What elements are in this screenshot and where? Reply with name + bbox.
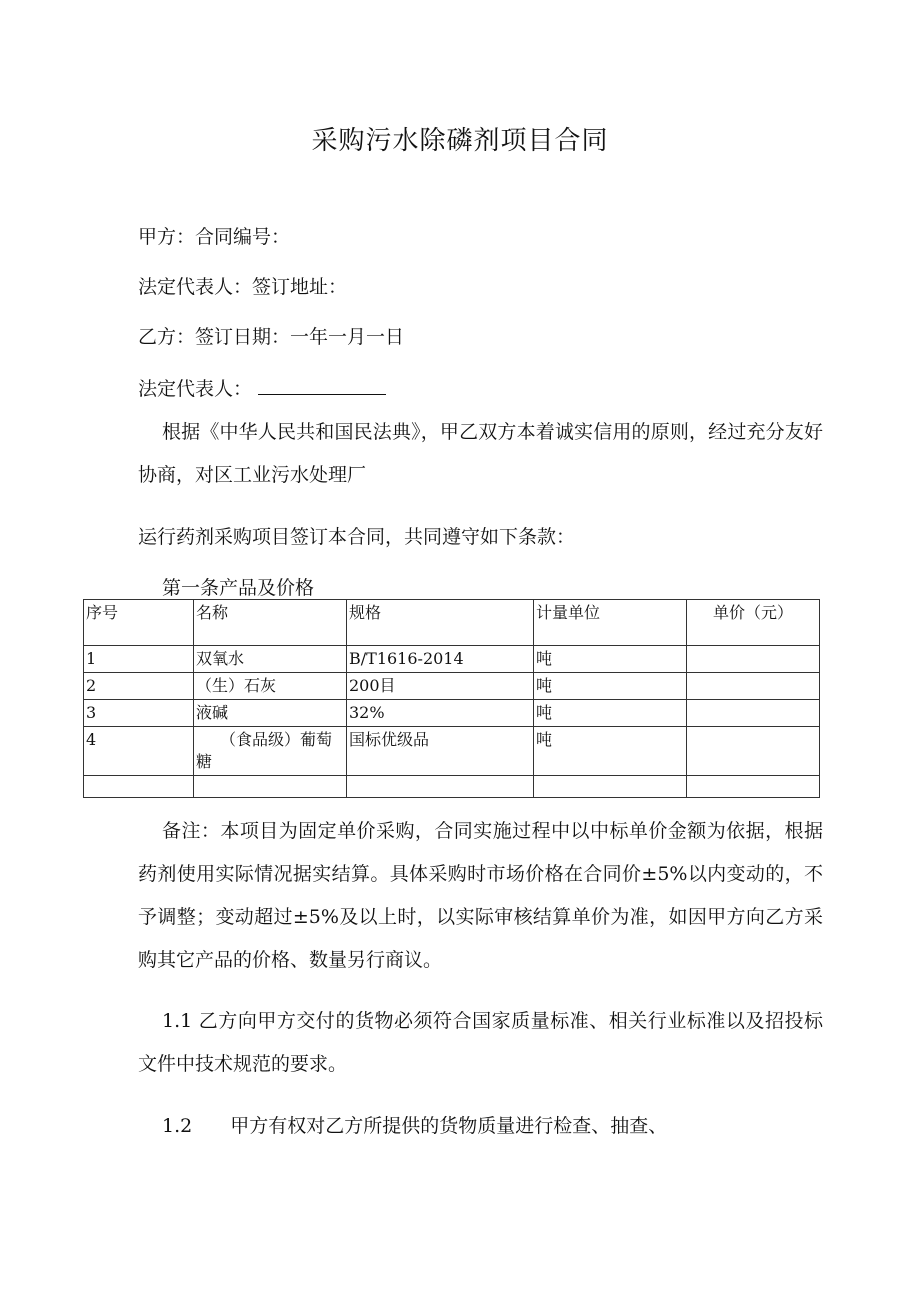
table-row bbox=[84, 700, 820, 727]
table-row bbox=[84, 673, 820, 700]
legal-rep-sign-address-line: 法定代表人：签订地址： bbox=[138, 276, 348, 298]
cell-unit: 吨 bbox=[534, 700, 687, 727]
cell-index: 4 bbox=[84, 727, 194, 776]
intro-continuation: 运行药剂采购项目签订本合同，共同遵守如下条款： bbox=[138, 526, 576, 548]
cell-spec: 200目 bbox=[347, 673, 534, 700]
cell-unit: 吨 bbox=[534, 727, 687, 776]
table-row bbox=[84, 646, 820, 673]
table-header-row bbox=[84, 600, 820, 646]
cell-spec: 国标优级品 bbox=[347, 727, 534, 776]
product-price-table bbox=[83, 599, 820, 798]
header-index: 序号 bbox=[84, 600, 194, 646]
header-unit: 计量单位 bbox=[534, 600, 687, 646]
cell-unit bbox=[534, 776, 687, 798]
clause-1-1: 1.1 乙方向甲方交付的货物必须符合国家质量标准、相关行业标准以及招投标文件中技术规范的要求。 bbox=[138, 1010, 823, 1075]
cell-price bbox=[687, 646, 820, 673]
intro-paragraph: 根据《中华人民共和国民法典》，甲乙双方本着诚实信用的原则，经过充分友好协商，对区工业污水处理厂 bbox=[138, 421, 823, 486]
cell-spec: B/T1616-2014 bbox=[347, 646, 534, 673]
cell-name bbox=[194, 776, 347, 798]
table-row bbox=[84, 727, 820, 776]
clause-1-2: 1.2 甲方有权对乙方所提供的货物质量进行检查、抽查、 bbox=[162, 1115, 668, 1137]
cell-index: 2 bbox=[84, 673, 194, 700]
cell-index bbox=[84, 776, 194, 798]
legal-rep-line bbox=[138, 374, 386, 401]
note-paragraph: 备注：本项目为固定单价采购，合同实施过程中以中标单价金额为依据，根据药剂使用实际情况据实结算。具体采购时市场价格在合同价±5%以内变动的，不予调整；变动超过±5%及以上时，以实际审核结算单价为准，如因甲方向乙方采购其它产品的价格、数量另行商议。 bbox=[138, 820, 823, 971]
cell-name: 液碱 bbox=[194, 700, 347, 727]
cell-price bbox=[687, 700, 820, 727]
cell-price bbox=[687, 673, 820, 700]
header-spec: 规格 bbox=[347, 600, 534, 646]
cell-spec: 32% bbox=[347, 700, 534, 727]
section-heading: 第一条产品及价格 bbox=[162, 577, 315, 599]
cell-unit: 吨 bbox=[534, 673, 687, 700]
cell-price bbox=[687, 776, 820, 798]
header-name: 名称 bbox=[194, 600, 347, 646]
legal-rep-label: 法定代表人： bbox=[138, 378, 253, 400]
cell-name: （食品级）葡萄糖 bbox=[194, 727, 347, 776]
cell-index: 1 bbox=[84, 646, 194, 673]
cell-name: （生）石灰 bbox=[194, 673, 347, 700]
header-unit-price: 单价（元） bbox=[687, 600, 820, 646]
party-a-line: 甲方：合同编号： bbox=[138, 226, 291, 248]
cell-name: 双氧水 bbox=[194, 646, 347, 673]
cell-unit: 吨 bbox=[534, 646, 687, 673]
party-b-date-line: 乙方：签订日期：一年一月一日 bbox=[138, 326, 405, 348]
signature-blank bbox=[258, 376, 386, 395]
cell-price bbox=[687, 727, 820, 776]
cell-index: 3 bbox=[84, 700, 194, 727]
document-title: 采购污水除磷剂项目合同 bbox=[311, 126, 609, 156]
table-row bbox=[84, 776, 820, 798]
cell-spec bbox=[347, 776, 534, 798]
